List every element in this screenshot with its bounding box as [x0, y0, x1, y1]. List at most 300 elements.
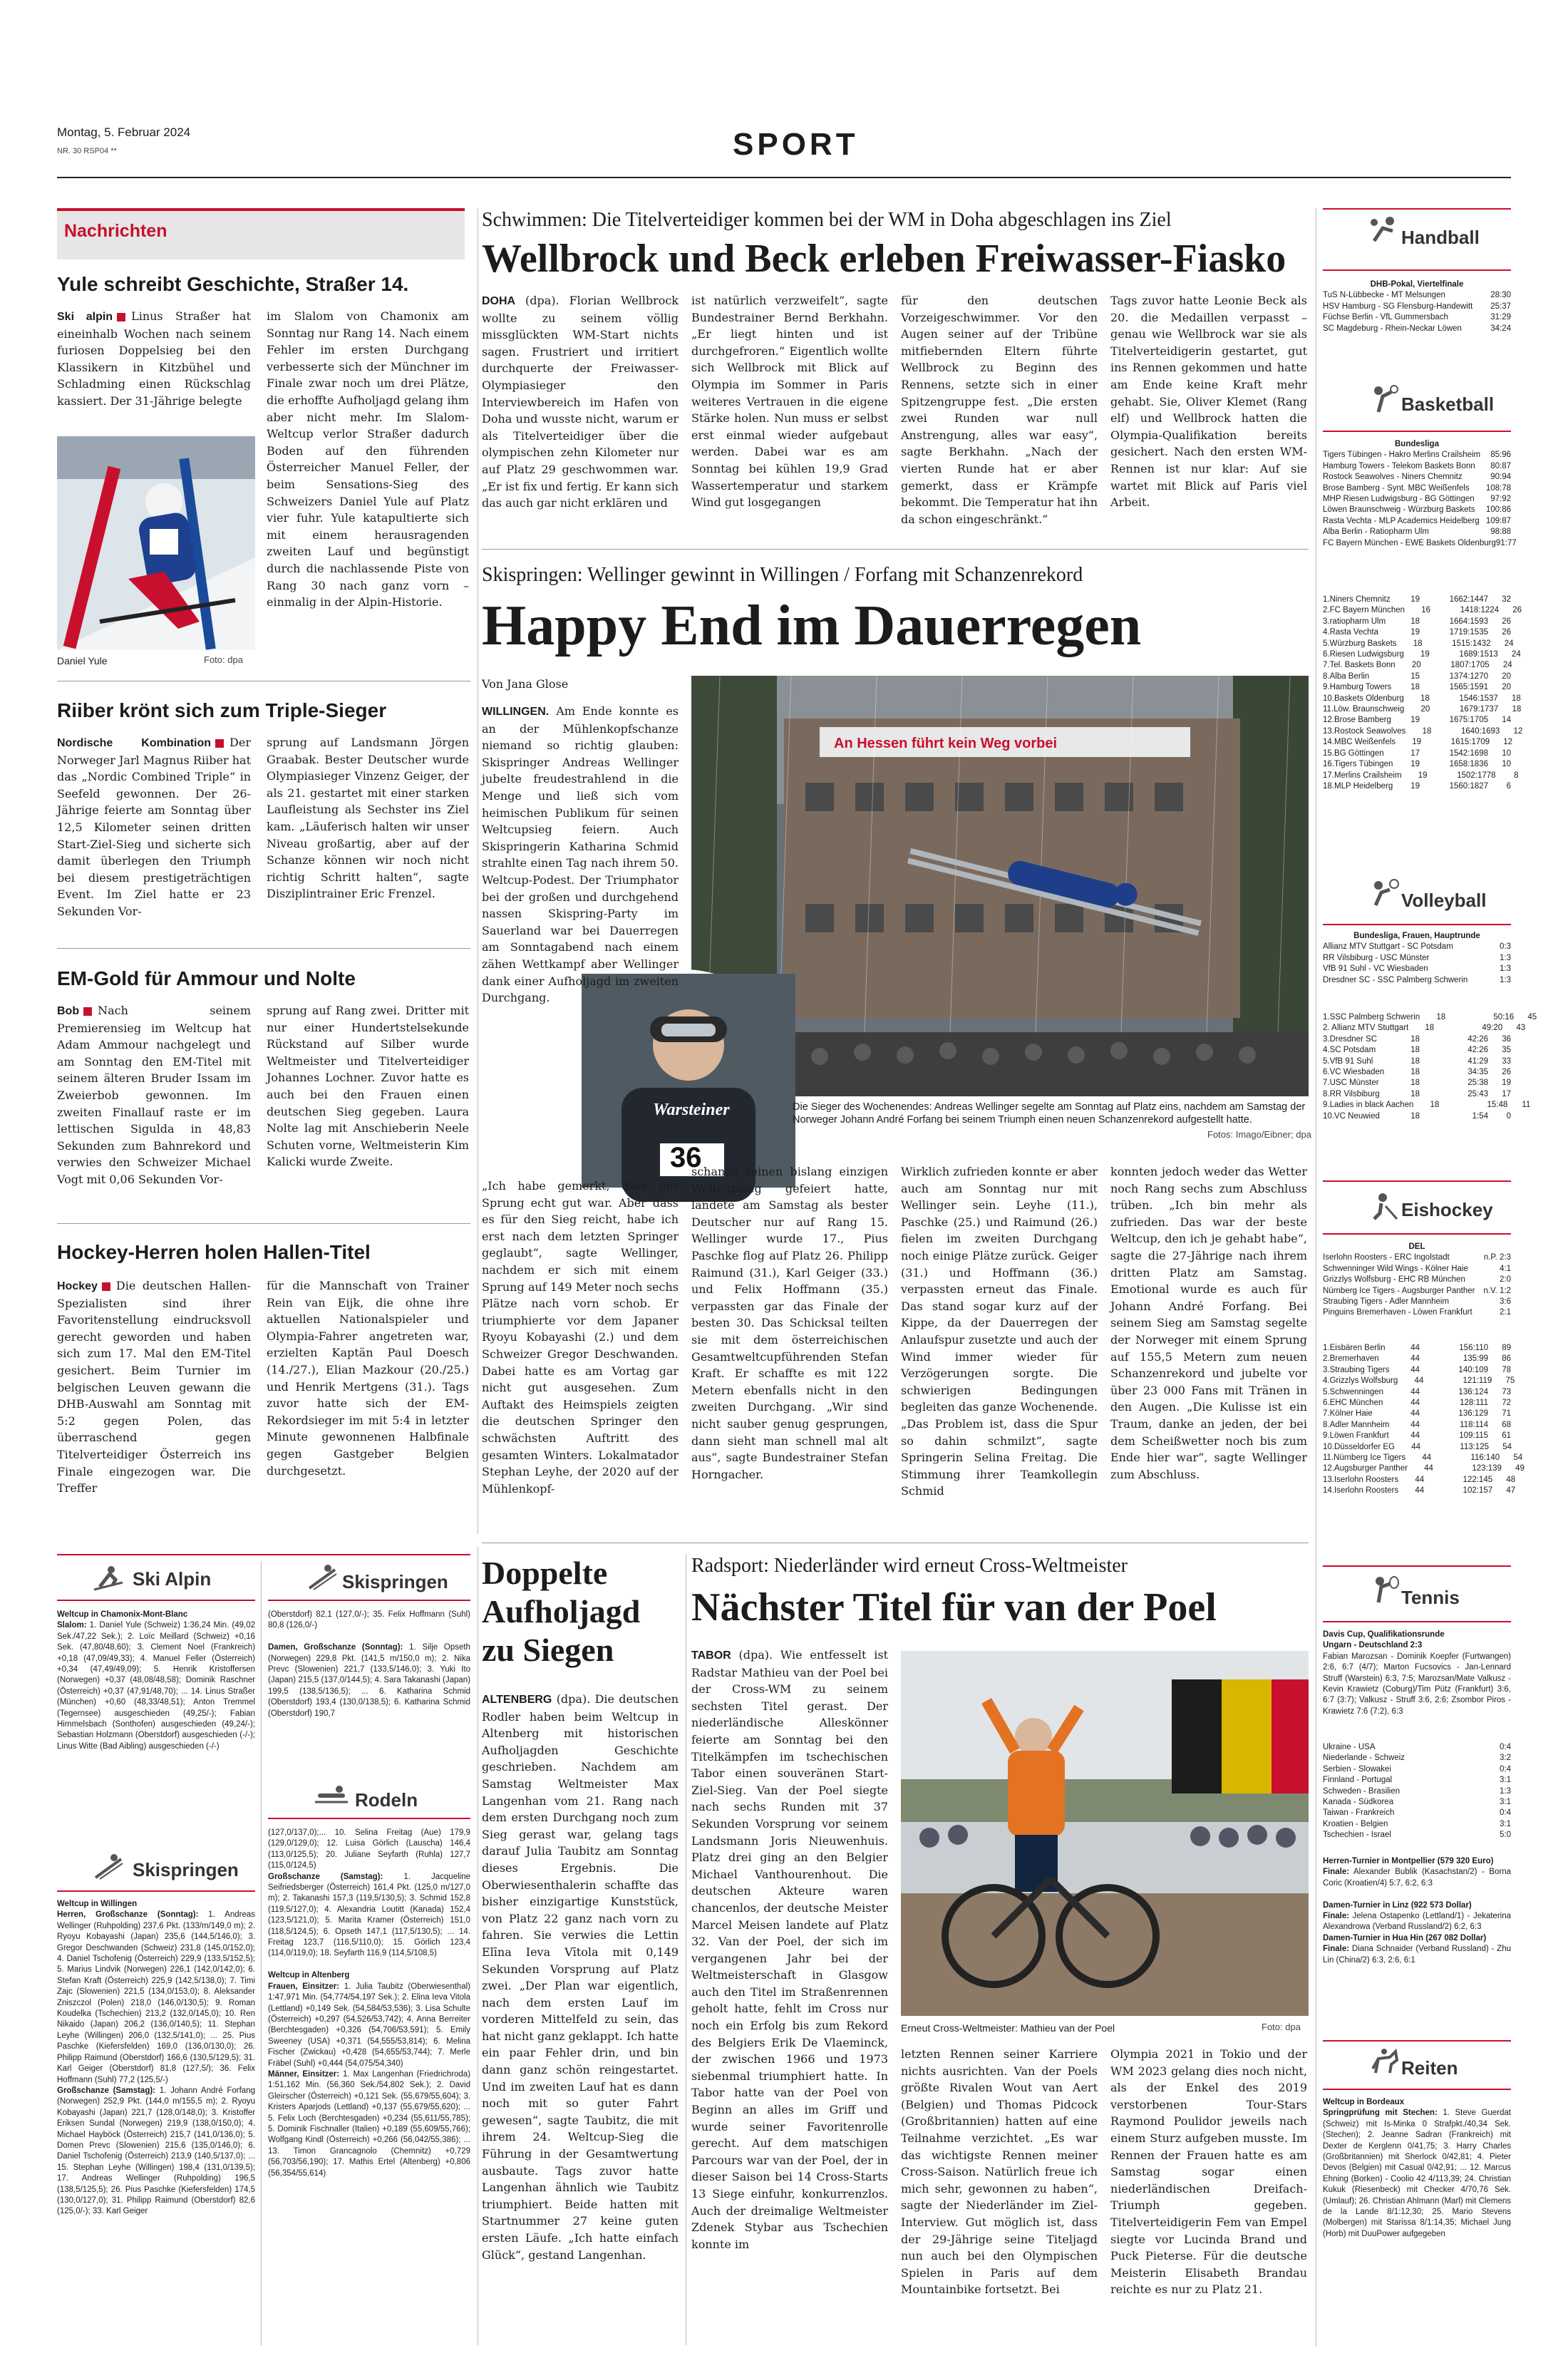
- basketball-standing-cell: 19: [1410, 781, 1420, 791]
- eishockey-standing-row: [1323, 1486, 1516, 1496]
- reiten-icon: [1368, 2047, 1400, 2079]
- eishockey-result-match: Grizzlys Wolfsburg - EHC RB München: [1323, 1275, 1465, 1285]
- volleyball-standing-row: [1323, 1067, 1511, 1078]
- news-headline-3: EM-Gold für Ammour und Nolte: [57, 967, 356, 989]
- eishockey-standing-cell: 78: [1502, 1365, 1511, 1374]
- basketball-standing-cell: 18: [1512, 694, 1521, 703]
- eishockey-result-row: [1323, 1307, 1511, 1318]
- news-4-text-2: für die Mannschaft von Trainer Rein van Eijk, die ohne ihre aktuellen Nationalspieler und Olympia-Fahrer angetreten war, erzielten Kaptän Paul Doesch (14./27.), Elian Mazkour (20./25.) und Henrik Mertgens (31.). Tags zuvor hatte sich der EM-Rekordsieger im mit 5:4 in letzter Minute gewonnenen Halbfinale gegen Gastgeber Belgien durchgesetzt.: [267, 1279, 469, 1478]
- basketball-standing-cell: 9.Hamburg Towers: [1323, 683, 1392, 692]
- basketball-standing-cell: 1675:1705: [1449, 716, 1488, 725]
- eishockey-standing-cell: 75: [1505, 1376, 1515, 1386]
- eishockey-list: [1323, 1252, 1511, 1318]
- basketball-standing-cell: 12: [1503, 738, 1513, 747]
- skispringen-credit: Fotos: Imago/Eibner; dpa: [1207, 1129, 1311, 1140]
- basketball-standing-row: [1323, 627, 1511, 638]
- skialpin-results: [57, 1610, 255, 1845]
- eishockey-standing-cell: 44: [1410, 1354, 1420, 1364]
- eishockey-standing-row: [1323, 1431, 1511, 1441]
- tennis-tie-match: Finnland - Portugal: [1323, 1776, 1393, 1785]
- basketball-standing-cell: 1374:1270: [1449, 671, 1488, 681]
- news-headline-4: Hockey-Herren holen Hallen-Titel: [57, 1241, 371, 1263]
- tennis-heading: Tennis: [1401, 1587, 1460, 1608]
- basketball-result-row: [1323, 516, 1511, 527]
- radsport-col-3: [1110, 2046, 1307, 2345]
- skialpin-rule: [57, 1600, 255, 1601]
- volleyball-standing-cell: 15:48: [1487, 1101, 1508, 1110]
- skispringen-icon-right: [306, 1564, 338, 1594]
- tennis-tie-score: 3:1: [1500, 1798, 1511, 1807]
- handball-result-match: TuS N-Lübbecke - MT Melsungen: [1323, 291, 1445, 300]
- eishockey-standing-cell: 47: [1506, 1486, 1516, 1496]
- tennis-icon: [1368, 1575, 1400, 1607]
- radsport-text-1: (dpa). Wie entfesselt ist Radstar Mathieu van der Poel bei der Cross-WM zu seinem sechsten Titel gerast. Der niederländische Alleskönner feierte am Sonntag bei den Titelkämpfen im tschechischen Tabor einen souveränen Start-Ziel-Sieg. Van der Poel siegte nach sechs Runden mit 37 Sekunden Vorsprung vor seinem Landsmann Joris Nieuwenhuis. Platz drei ging an den Belgier Michael Vanthourenhout. Die deutschen Akteure waren chancenlos, der deutsche Meister Marcel Meisen landete auf Platz 32. Van der Poel, der sich im vergangenen Jahr bei der Weltmeisterschaft in Glasgow auch den Titel im Straßenrennen geholt hatte, fehlt im Cross nur noch ein Erfolg bis zum Rekord des Belgiers Erik De Vlaeminck, der zwischen 1966 und 1973 siebenmal triumphiert hatte. In Tabor hatte van der Poel von Beginn an alles im Griff und wurde seiner Favoritenrolle gerecht. Auf dem matschigen Parcours war van der Poel, der in dieser Saison bei 14 Cross-Starts 13 Siege einfuhr, konkurrenzlos. Auch der dreimalige Weltmeister Zdenek Stybar aus Tschechien konnte im: [691, 1648, 888, 2251]
- basketball-standing-cell: 18: [1512, 705, 1522, 714]
- schwimmen-text-2: ist natürlich verzweifelt“, sagte Bundestrainer Bernd Berkhahn. „Er liegt hinten und ist durchgefroren.“ Eigentlich wollte sich Wellbrock mit Blick auf Olympia im Sommer in Paris weiteres Vertrauen in die eigene Stärke holen. Nun muss er selbst erst einmal wieder aufgebaut werden. Dabei war es am Sonntag bei kühlen 19,9 Grad Wassertemperatur und starkem Wind gut losgegangen: [691, 294, 888, 510]
- eishockey-standing-row: [1323, 1354, 1511, 1364]
- basketball-standing-cell: 24: [1502, 661, 1512, 670]
- skispringen-col-3: [901, 1163, 1098, 1534]
- rodeln-rule: [268, 1818, 470, 1819]
- basketball-standing-cell: 6: [1506, 781, 1511, 791]
- yule-credit: Foto: dpa: [204, 654, 243, 665]
- volleyball-standing-cell: 17: [1502, 1089, 1511, 1098]
- tennis-tie-match: Kanada - Südkorea: [1323, 1798, 1394, 1807]
- volleyball-standing-row: [1323, 1111, 1511, 1122]
- news-header-bar: [57, 208, 465, 259]
- handball-result-row: [1323, 324, 1511, 334]
- basketball-result-match: Rasta Vechta - MLP Academics Heidelberg: [1323, 516, 1480, 525]
- eishockey-standing-row: [1323, 1376, 1515, 1386]
- schwimmen-col-1: [482, 292, 679, 535]
- volleyball-standing-cell: 18: [1410, 1034, 1420, 1044]
- news-1-col-1: [57, 308, 251, 436]
- basketball-standing-cell: 26: [1512, 606, 1522, 615]
- volleyball-icon: [1368, 878, 1400, 910]
- volleyball-standing-cell: 11: [1522, 1101, 1531, 1110]
- skispringen-headline: Happy End im Dauerregen: [482, 594, 1142, 657]
- basketball-standing-cell: 24: [1512, 650, 1521, 659]
- volleyball-standing-row: [1323, 1023, 1526, 1034]
- volleyball-standing-cell: 36: [1502, 1034, 1511, 1044]
- news-4-marker: [102, 1282, 110, 1291]
- eishockey-table: [1323, 1343, 1525, 1497]
- volleyball-standing-cell: 7.USC Münster: [1323, 1079, 1379, 1088]
- volleyball-standing-cell: 18: [1410, 1111, 1420, 1121]
- reiten-results: [1323, 2097, 1511, 2347]
- volleyball-standing-cell: 18: [1410, 1089, 1420, 1098]
- basketball-standing-cell: 8: [1514, 771, 1519, 780]
- basketball-result-score: 100:86: [1485, 505, 1511, 515]
- handball-result-row: [1323, 302, 1511, 312]
- volleyball-standing-cell: 18: [1410, 1046, 1420, 1055]
- eishockey-result-row: [1323, 1252, 1511, 1263]
- basketball-standing-row: [1323, 771, 1519, 781]
- eishockey-standing-cell: 44: [1410, 1431, 1420, 1441]
- radsport-dateline: TABOR: [691, 1649, 731, 1662]
- basketball-standing-cell: 16.Tigers Tübingen: [1323, 760, 1393, 769]
- news-4-col-1: [57, 1277, 251, 1496]
- news-3-col-2: [267, 1002, 469, 1216]
- volleyball-standing-cell: 50:16: [1493, 1013, 1515, 1021]
- rodeln-article: [482, 1691, 679, 2347]
- volleyball-result-match: Dresdner SC - SSC Palmberg Schwerin: [1323, 975, 1468, 984]
- eishockey-standing-cell: 11.Nürnberg Ice Tigers: [1323, 1453, 1406, 1463]
- basketball-standing-cell: 13.Rostock Seawolves: [1323, 726, 1406, 736]
- eishockey-standing-cell: 44: [1414, 1376, 1424, 1386]
- eishockey-standing-cell: 1.Eisbären Berlin: [1323, 1344, 1386, 1352]
- news-4-text-1: Die deutschen Hallen-Spezialisten sind ihrer Favoritenstellung eindrucksvoll gerecht geworden und haben sich zum 17. Mal den EM-Titel gesichert. Beim Turnier im belgischen Leuven gewann die DHB-Auswahl am Sonntag mit 5:2 gegen Polen, das überraschend gegen Titelverteidiger Österreich ins Finale eingezogen war. Die Treffer: [57, 1279, 251, 1496]
- schwimmen-col-4: [1110, 292, 1307, 535]
- vanderpoel-photo: [901, 1651, 1309, 2016]
- basketball-standing-cell: 10: [1502, 748, 1511, 758]
- volleyball-standing-cell: 4.SC Potsdam: [1323, 1046, 1376, 1055]
- tennis-tie-row: [1323, 1819, 1511, 1830]
- basketball-standing-cell: 7.Tel. Baskets Bonn: [1323, 661, 1396, 670]
- basketball-standing-cell: 14: [1502, 716, 1511, 725]
- basketball-standing-cell: 1.Niners Chemnitz: [1323, 595, 1391, 604]
- eishockey-standing-cell: 113:125: [1460, 1442, 1489, 1451]
- basketball-result-match: Hamburg Towers - Telekom Baskets Bonn: [1323, 461, 1475, 470]
- eishockey-result-match: Schwenninger Wild Wings - Kölner Haie: [1323, 1264, 1468, 1273]
- basketball-standing-cell: 17.Merlins Crailsheim: [1323, 771, 1402, 780]
- basketball-standing-cell: 18: [1420, 694, 1430, 703]
- basketball-standing-cell: 16: [1421, 606, 1431, 615]
- schwimmen-headline: Wellbrock und Beck erleben Freiwasser-Fiasko: [482, 237, 1286, 281]
- sponsor-text: Warsteiner: [653, 1101, 730, 1119]
- yule-caption: Daniel Yule: [57, 655, 108, 666]
- volleyball-result-row: [1323, 942, 1511, 952]
- volleyball-list: [1323, 942, 1511, 986]
- news-headline-2: Riiber krönt sich zum Triple-Sieger: [57, 699, 387, 721]
- basketball-standing-cell: 1719:1535: [1449, 628, 1488, 637]
- basketball-standings: [1323, 594, 1523, 792]
- basketball-standing-cell: 26: [1502, 617, 1511, 626]
- skispringen-heading-left: Skispringen: [133, 1859, 239, 1880]
- eishockey-standing-cell: 44: [1410, 1409, 1420, 1419]
- tennis-tie-row: [1323, 1786, 1511, 1797]
- volleyball-standing-cell: 18: [1410, 1068, 1420, 1077]
- volleyball-standing-cell: 43: [1516, 1024, 1526, 1033]
- basketball-standing-cell: 4.Rasta Vechta: [1323, 628, 1378, 637]
- schwimmen-text-4: Tags zuvor hatte Leonie Beck als 20. die Medaillen verpasst – genau wie Wellbrock war sie als Titelverteidigerin gestartet, gut ins Rennen gekommen und hatte am Ende keine Kraft mehr gehabt. Sie, Oliver Klemet (Rang elf) und Wellbrock hatten die Olympia-Qualifikation bereits gesichert. Nach den ersten WM-Rennen ist nur klar: Auf sie wartet mit Blick auf Paris viel Arbeit.: [1110, 294, 1307, 510]
- tennis-rule: [1323, 1621, 1511, 1622]
- basketball-standing-row: [1323, 660, 1511, 671]
- volleyball-standing-row: [1323, 1034, 1511, 1045]
- eishockey-standing-row: [1323, 1463, 1525, 1474]
- skispringen-text-2: schanze seinen bislang einzigen Weltcupsieg gefeiert hatte, landete am Samstag als bester Deutscher nur auf Rang 15. Wellinger wurde 17., Pius Paschke flog auf Platz 26. Philipp Raimund (31.), Karl Geiger (33.) und Felix Hoffmann (35.) verpassten gar das Finale der besten 30. Das Schicksal teilten sie mit dem österreichischen Gesamtweltcupführenden Stefan Kraft. Er schaffte es mit 122 Metern ebenfalls nicht in den zweiten Durchgang. „Wir sind nicht sauber genug gesprungen, dann sieht man schnell mal alt aus“, sagte Bundestrainer Stefan Horngacher.: [691, 1165, 888, 1481]
- eishockey-block: [1323, 1242, 1511, 1319]
- tennis-tie-row: [1323, 1775, 1511, 1786]
- volleyball-standing-cell: 33: [1502, 1056, 1511, 1066]
- news-label: Nachrichten: [64, 221, 167, 241]
- skispringen-results-text-b: (Oberstdorf) 82,1 (127,0/-); 35. Felix Hoffmann (Suhl) 80,8 (126,0/-) Damen, Großschanze (Sonntag): 1. Silje Opseth (Norwegen) 229,8 Pkt. (141,5 m/150,0 m); 2. Nika Prevc (Slowenien) 221,7 (133,5/146,0); 3. Yuki Ito (Japan) 215,5 (137,0/144,5); 4. Sara Takanashi (Japan) 199,5 (138,5/136,5); ... 6. Katharina Schmid (Oberstdorf) 193,4 (130,0/138,5); 6. Katharina Schmid (Oberstdorf) 190,7: [268, 1610, 470, 1718]
- basketball-standing-cell: 18: [1413, 639, 1423, 648]
- basketball-block: [1323, 439, 1517, 549]
- handball-result-row: [1323, 312, 1511, 323]
- volleyball-standing-row: [1323, 1045, 1511, 1056]
- eishockey-standing-cell: 44: [1410, 1399, 1420, 1408]
- news-3-keyword: Bob: [57, 1005, 80, 1017]
- results-divider: [261, 1561, 262, 2345]
- volleyball-standing-row: [1323, 1100, 1531, 1111]
- volleyball-standing-cell: 18: [1410, 1056, 1420, 1066]
- skispringen-results-left: [57, 1899, 255, 2341]
- eishockey-standing-cell: 136:129: [1458, 1409, 1488, 1419]
- reiten-heading: Reiten: [1401, 2057, 1458, 2079]
- volleyball-standing-cell: 18: [1436, 1013, 1446, 1021]
- schwimmen-col-2: [691, 292, 888, 535]
- basketball-standing-cell: 19: [1410, 760, 1420, 769]
- basketball-heading: Basketball: [1401, 393, 1495, 415]
- eishockey-standing-row: [1323, 1365, 1511, 1376]
- basketball-standing-row: [1323, 748, 1511, 759]
- basketball-standing-row: [1323, 737, 1511, 748]
- basketball-standing-cell: 1658:1836: [1449, 760, 1488, 769]
- reiten-results-text: Weltcup in Bordeaux Springprüfung mit Stechen: 1. Steve Guerdat (Schweiz) mit Is-Minka 0 Strafpkt./40,34 Sek. (Stechen); 2. Jeanne Sadran (Frankreich) mit Dexter de Kerglenn 0/41,75; 3. Harry Charles (Großbritannien) mit Sherlock 0/42,81; 4. Pieter Devos (Belgien) mit Casual 0/42,91; ... 12. Marcus Ehning (Borken) - Coolio 42 4/113,39; 24. Christian Kukuk (Riesenbeck) mit Checker 4/70,76 Sek. (Umlauf); 26. Christian Ahlmann (Marl) mit Clemens de la Lande 8/1:12,30; 25. Mario Stevens (Molbergen) mit Starissa 8/1:14,35; Michael Jung (Horb) mit DuuPower aufgegeben: [1323, 2098, 1511, 2238]
- basketball-standing-cell: 11.Löw. Braunschweig: [1323, 705, 1405, 714]
- eishockey-standing-cell: 54: [1502, 1442, 1512, 1451]
- tennis-tie-match: Ukraine - USA: [1323, 1743, 1376, 1751]
- volleyball-standings: [1323, 1012, 1537, 1122]
- handball-title: DHB-Pokal, Viertelfinale: [1370, 280, 1464, 289]
- handball-result-match: HSV Hamburg - SG Flensburg-Handewitt: [1323, 302, 1473, 311]
- eishockey-standing-cell: 71: [1502, 1409, 1511, 1419]
- tennis-tie-score: 3:1: [1500, 1819, 1511, 1828]
- basketball-standing-cell: 32: [1502, 595, 1511, 604]
- eishockey-result-score: 2:0: [1500, 1275, 1511, 1285]
- basketball-standing-cell: 6.Riesen Ludwigsburg: [1323, 650, 1404, 659]
- volleyball-standing-row: [1323, 1089, 1511, 1100]
- eishockey-standing-cell: 72: [1502, 1399, 1511, 1408]
- skispringen-text-4: konnten jedoch weder das Wetter noch Rang sechs zum Abschluss trüben. „Ich bin mehr als zufrieden. Das war der beste Weltcup, den ich je gehabt habe“, sagte die 27-Jährige nach ihrem dritten Platz am Samstag. Emotional wurde es auch für Johann André Forfang. Bei seinem Sieg am Samstag segelte der Norweger mit einem Sprung auf 155,5 Metern zum neuen Schanzenrekord und jubelte vor über 23 000 Fans mit Tränen in den Augen. „Die Kulisse ist ein Traum, danke an jeden, der bei dem Scheißwetter noch bis zum Ende hier war“, sagte Wellinger zum Abschluss.: [1110, 1165, 1307, 1481]
- handball-result-score: 25:37: [1490, 302, 1511, 311]
- eishockey-standing-cell: 4.Grizzlys Wolfsburg: [1323, 1376, 1398, 1386]
- tennis-tie-score: 3:1: [1500, 1776, 1511, 1785]
- eishockey-standing-cell: 73: [1502, 1387, 1511, 1396]
- basketball-standing-cell: 18: [1422, 726, 1432, 736]
- volleyball-standing-cell: 25:43: [1468, 1089, 1488, 1098]
- volleyball-standing-cell: 18: [1410, 1079, 1420, 1088]
- volleyball-standing-cell: 18: [1430, 1101, 1440, 1110]
- basketball-result-match: Alba Berlin - Ratiopharm Ulm: [1323, 527, 1429, 537]
- tennis-top-rule: [1323, 1565, 1511, 1567]
- handball-result-match: SC Magdeburg - Rhein-Neckar Löwen: [1323, 324, 1462, 333]
- eishockey-standing-cell: 44: [1422, 1453, 1432, 1463]
- rodeln-headline: Doppelte Aufholjagd zu Siegen: [482, 1555, 641, 1668]
- reiten-rule: [1323, 2089, 1511, 2090]
- volleyball-rule: [1323, 924, 1511, 925]
- eishockey-standing-cell: 44: [1424, 1464, 1433, 1473]
- basketball-standing-row: [1323, 594, 1511, 605]
- vanderpoel-credit: Foto: dpa: [1262, 2022, 1301, 2032]
- volleyball-standing-cell: 49:20: [1482, 1024, 1503, 1033]
- eishockey-standing-cell: 68: [1502, 1420, 1511, 1429]
- volleyball-title: Bundesliga, Frauen, Hauptrunde: [1353, 932, 1480, 940]
- eishockey-result-score: n.V. 1:2: [1483, 1286, 1511, 1295]
- eishockey-standing-cell: 118:114: [1460, 1420, 1488, 1429]
- basketball-result-row: [1323, 461, 1511, 472]
- eishockey-standing-cell: 9.Löwen Frankfurt: [1323, 1431, 1389, 1441]
- basketball-standing-row: [1323, 639, 1514, 649]
- volleyball-block: [1323, 931, 1511, 986]
- handball-block: [1323, 279, 1511, 334]
- basketball-standing-row: [1323, 649, 1521, 660]
- handball-top-rule: [1323, 208, 1511, 210]
- news-3-marker: [83, 1007, 92, 1016]
- tennis-tie-row: [1323, 1753, 1511, 1764]
- volleyball-standing-cell: 5.VfB 91 Suhl: [1323, 1056, 1373, 1066]
- volleyball-result-row: [1323, 975, 1511, 986]
- basketball-standing-cell: 26: [1502, 628, 1511, 637]
- eishockey-standing-row: [1323, 1387, 1511, 1398]
- volleyball-standing-cell: 26: [1502, 1068, 1511, 1077]
- eishockey-standing-cell: 121:119: [1463, 1376, 1492, 1386]
- eishockey-standing-cell: 3.Straubing Tigers: [1323, 1365, 1390, 1374]
- eishockey-result-match: Iserlohn Roosters - ERC Ingolstadt: [1323, 1253, 1450, 1262]
- volleyball-standing-cell: 18: [1425, 1024, 1435, 1033]
- basketball-standing-cell: 19: [1418, 771, 1428, 780]
- radsport-col-1: [691, 1647, 888, 2345]
- basketball-result-match: Tigers Tübingen - Hakro Merlins Crailsheim: [1323, 451, 1481, 460]
- news-2-keyword: Nordische Kombination: [57, 737, 212, 749]
- basketball-standing-cell: 15: [1410, 671, 1420, 681]
- basketball-result-row: [1323, 472, 1511, 483]
- eishockey-standing-cell: 44: [1410, 1365, 1420, 1374]
- basketball-standing-cell: 1560:1827: [1449, 781, 1488, 791]
- volleyball-standing-row: [1323, 1056, 1511, 1067]
- radsport-headline: Nächster Titel für van der Poel: [691, 1585, 1217, 1630]
- eishockey-standing-cell: 102:157: [1463, 1486, 1493, 1496]
- basketball-standing-cell: 18: [1410, 617, 1420, 626]
- tennis-tie-row: [1323, 1808, 1511, 1818]
- eishockey-result-score: 4:1: [1500, 1264, 1511, 1273]
- basketball-result-match: MHP Riesen Ludwigsburg - BG Göttingen: [1323, 495, 1475, 504]
- tennis-tie-match: Tschechien - Israel: [1323, 1831, 1391, 1840]
- eishockey-standing-row: [1323, 1453, 1523, 1463]
- tennis-tie-match: Serbien - Slowakei: [1323, 1764, 1391, 1774]
- basketball-standing-cell: 1679:1737: [1459, 705, 1499, 714]
- basketball-standing-cell: 1542:1698: [1449, 748, 1488, 758]
- volleyball-standing-cell: 25:38: [1468, 1079, 1488, 1088]
- eishockey-standing-cell: 44: [1410, 1420, 1420, 1429]
- volleyball-result-score: 1:3: [1500, 964, 1511, 974]
- eishockey-standing-cell: 54: [1513, 1453, 1523, 1463]
- volleyball-result-match: RR Vilsbiburg - USC Münster: [1323, 953, 1430, 962]
- eishockey-standing-cell: 44: [1410, 1344, 1420, 1352]
- news-1-keyword: Ski alpin: [57, 311, 113, 323]
- tennis-tie-row: [1323, 1830, 1511, 1841]
- basketball-result-row: [1323, 538, 1517, 549]
- basketball-standing-row: [1323, 682, 1511, 693]
- rodeln-text: (dpa). Die deutschen Rodler haben beim Weltcup in Altenberg mit historischen Aufholjagden Geschichte geschrieben. Nachdem am Samstag Weltmeister Max Langenhan vom 21. Rang nach dem ersten Durchgang noch zum Sieg gerast war, gelang tags darauf Julia Taubitz am Sonntag dieses Ergebnis. Die Oberwiesenthalerin schaffte das bisher einzigartige Kunststück, von Platz 22 ganz nach vorn zu fahren. Sie verwies die Lettin Elīna Ieva Vītola mit 0,149 Sekunden Vorsprung auf Platz zwei. „Der Plan war eigentlich, nach dem ersten Lauf im vorderen Mittelfeld zu sein, das hat nicht ganz geklappt. Ich hatte ein paar Fehler drin, und bin dann ganz schön reingestartet. Und im zweiten Lauf hat es dann noch mit so guter Fahrt gewesen“, sagte Taubitz, die mit ihrem 24. Weltcup-Sieg die Führung in der Gesamtwertung ausbaute. Tags zuvor hatte Langenhan ähnlich wie Taubitz triumphiert. Beide hatten mit Startnummer 27 keine guten ersten Läufe. „Ich hatte einfach Glück“, gestand Langenhan.: [482, 1692, 679, 2262]
- rodeln-dateline: ALTENBERG: [482, 1694, 552, 1706]
- skispringen-col-2: [691, 1163, 888, 1534]
- eishockey-result-row: [1323, 1286, 1511, 1297]
- news-2-col-1: [57, 734, 251, 941]
- handball-result-score: 28:30: [1490, 291, 1511, 300]
- eishockey-top-rule: [1323, 1180, 1511, 1182]
- basketball-result-row: [1323, 483, 1511, 494]
- eishockey-result-score: 3:6: [1500, 1297, 1511, 1307]
- tennis-tie-row: [1323, 1742, 1511, 1753]
- handball-result-score: 34:24: [1490, 324, 1511, 333]
- vanderpoel-caption: Erneut Cross-Weltmeister: Mathieu van der Poel: [901, 2022, 1115, 2034]
- eishockey-standing-cell: 61: [1502, 1431, 1511, 1441]
- eishockey-standing-cell: 49: [1515, 1464, 1525, 1473]
- volleyball-result-row: [1323, 953, 1511, 964]
- basketball-standing-cell: 3.ratiopharm Ulm: [1323, 617, 1386, 626]
- eishockey-result-match: Pinguins Bremerhaven - Löwen Frankfurt: [1323, 1308, 1472, 1317]
- tennis-ties: [1323, 1742, 1511, 1841]
- basketball-standing-cell: 1807:1705: [1450, 661, 1490, 670]
- tennis-tie-match: Schweden - Brasilien: [1323, 1786, 1401, 1796]
- volleyball-standing-row: [1323, 1012, 1537, 1023]
- basketball-standing-cell: 18: [1410, 683, 1420, 692]
- basketball-standing-cell: 10.Baskets Oldenburg: [1323, 694, 1404, 703]
- tennis-tie-match: Kroatien - Belgien: [1323, 1819, 1388, 1828]
- tennis-tie-row: [1323, 1797, 1511, 1808]
- schwimmen-dateline: DOHA: [482, 295, 516, 307]
- eishockey-standing-cell: 123:139: [1472, 1464, 1502, 1473]
- eishockey-rule: [1323, 1233, 1511, 1235]
- skispringen-col-1: [482, 703, 679, 1005]
- basketball-standing-cell: 1418:1224: [1460, 606, 1500, 615]
- tennis-tie-score: 1:3: [1500, 1786, 1511, 1796]
- basketball-result-score: 98:88: [1490, 527, 1511, 537]
- volleyball-standing-cell: 42:26: [1468, 1046, 1488, 1055]
- eishockey-standing-cell: 44: [1415, 1486, 1425, 1496]
- eishockey-standing-cell: 12.Augsburger Panther: [1323, 1464, 1408, 1473]
- basketball-standing-cell: 20: [1411, 661, 1421, 670]
- basketball-standing-cell: 2.FC Bayern München: [1323, 606, 1405, 615]
- skialpin-results-text: Weltcup in Chamonix-Mont-Blanc Slalom: 1. Daniel Yule (Schweiz) 1:36,24 Min. (49,02 Sek./47,22 Sek.); 2. Loïc Meillard (Schweiz) +0,16 Sek. (47,80/48,60); 3. Clement Noel (Frankreich) +0,18 (47,09/49,33); 4. Manuel Feller (Österreich) +0,34 (47,49/49,09); 5. Henrik Kristoffersen (Norwegen) +0,37 (48,08/48,58); Dominik Raschner (Österreich) +0,37 (47,91/48,70); ... 14. Linus Straßer (München) +0,60 (48,33/48,51); Anton Tremmel (Tegernsee) ausgeschieden (49,25/-); Fabian Himmelsbach (Sonthofen) ausgeschieden (49,24/-); Sebastian Holzmann (Oberstdorf) ausgeschieden (-/-); Linus Witte (Bad Aibling) ausgeschieden (-/-): [57, 1610, 255, 1751]
- volleyball-result-match: VfB 91 Suhl - VC Wiesbaden: [1323, 964, 1428, 974]
- volleyball-table: [1323, 1012, 1537, 1122]
- skispringen-text-1: Am Ende konnte es an der Mühlenkopfschanze niemand so richtig glauben: Skispringer Andreas Wellinger jubelte freudestrahlend in die Menge und ließ sich vom heimischen Publikum für seinen Weltcupsieg feiern. Auch Skispringerin Katharina Schmid strahlte einen Tag nach ihrem 50. Weltcup-Podest. Der Triumphator bei der großen und durchgehend nassen Skispring-Party im Sauerland war bei Dauerregen am Sonntagabend nach einem zähen Wettkampf aber Wellinger dank einer Aufholjagd im zweiten Durchgang.: [482, 704, 679, 1005]
- eishockey-standing-row: [1323, 1398, 1511, 1409]
- basketball-standing-row: [1323, 605, 1522, 616]
- tennis-daviscup-text: Davis Cup, Qualifikationsrunde Ungarn - Deutschland 2:3 Fabian Marozsan - Dominik Koepfer (Furtwangen) 2:6, 6:7 (4/7); Marton Fucsovics - Jan-Lennard Struff (Warstein) 6:3, 7:5; Marozsan/Mate Valkusz - Kevin Krawietz (Coburg)/Tim Pütz (Frankfurt) 3:6, 6:7 (3:7); Valkusz - Struff 3:6, 2:6; Zsombor Piros - Krawietz 7:6 (7:2), 6:3: [1323, 1630, 1511, 1716]
- eishockey-standing-cell: 135:99: [1463, 1354, 1488, 1364]
- basketball-result-score: 80:87: [1490, 461, 1511, 470]
- news-2-text-2: sprung auf Landsmann Jörgen Graabak. Bester Deutscher wurde Olympiasieger Vinzenz Geiger, der als 21. gestartet mit einer starken Laufleistung als Sechster ins Ziel kam. „Läuferisch halten wir unser Niveau großartig, aber auf der Schanze können wir noch nicht richtig Schritt halten“, sagte Disziplintrainer Eric Frenzel.: [267, 736, 469, 901]
- basketball-standing-row: [1323, 726, 1523, 737]
- basketball-standing-cell: 1565:1591: [1449, 683, 1488, 692]
- edition-code: NR. 30 RSP04 **: [57, 147, 117, 155]
- basketball-list: [1323, 450, 1517, 549]
- basketball-result-row: [1323, 450, 1511, 460]
- tennis-daviscup: [1323, 1630, 1511, 1736]
- reiten-top-rule: [1323, 2040, 1511, 2042]
- schwimmen-divider: [482, 549, 1309, 550]
- volleyball-standing-cell: 45: [1527, 1013, 1537, 1021]
- tennis-tie-score: 0:4: [1500, 1764, 1511, 1774]
- skialpin-icon: [93, 1565, 124, 1595]
- basketball-standing-cell: 1515:1432: [1452, 639, 1491, 648]
- radsport-text-3: Olympia 2021 in Tokio und der WM 2023 gelang dies noch nicht, als der Enkel des 2019 verstorbenen Tour-Stars Raymond Poulidor jeweils nach einem Sturz aufgeben musste. Im Rennen der Frauen hatte es am Samstag sogar einen niederländischen Dreifach-Triumph gegeben. Titelverteidigerin Fem van Empel siegte vor Lucinda Brand und Puck Pieterse. Für die deutsche Meisterin Elisabeth Brandau reichte es nur zu Platz 21.: [1110, 2047, 1307, 2297]
- eishockey-standing-row: [1323, 1409, 1511, 1419]
- skispringen-col-1b: [482, 1178, 679, 1534]
- results-top-rule: [57, 1554, 470, 1555]
- volleyball-standing-cell: 35: [1502, 1046, 1511, 1055]
- volleyball-standing-cell: 41:29: [1468, 1056, 1488, 1066]
- basketball-standing-cell: 24: [1504, 639, 1514, 648]
- volleyball-standing-cell: 3.Dresdner SC: [1323, 1034, 1378, 1044]
- eishockey-standing-cell: 8.Adler Mannheim: [1323, 1420, 1390, 1429]
- basketball-standing-cell: 1640:1693: [1460, 726, 1500, 736]
- handball-list: [1323, 290, 1511, 334]
